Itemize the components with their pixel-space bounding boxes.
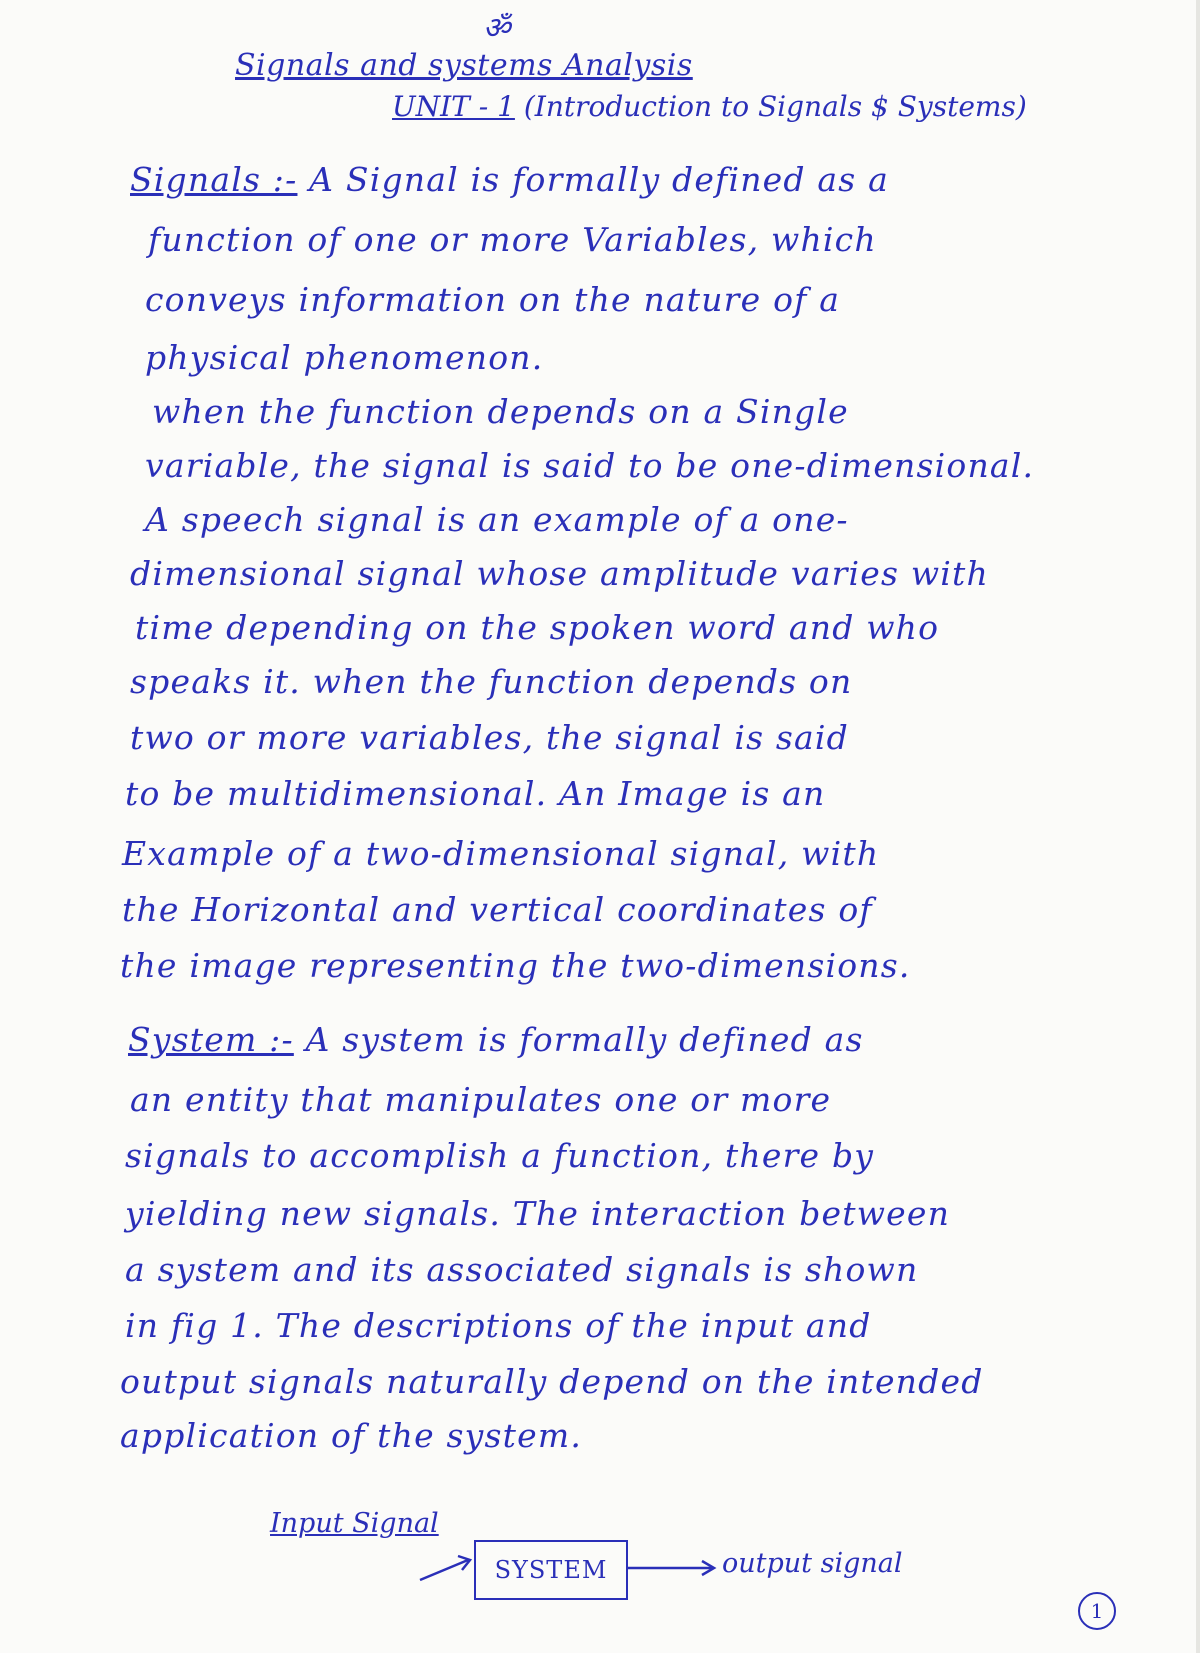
unit-label: UNIT - 1: [392, 90, 515, 123]
page-title-text: Signals and systems Analysis: [235, 48, 693, 83]
signals-line: two or more variables, the signal is said: [130, 718, 849, 757]
system-line: output signals naturally depend on the intended: [120, 1362, 984, 1401]
system-line: application of the system.: [120, 1416, 583, 1455]
signals-line: to be multidimensional. An Image is an: [125, 774, 826, 813]
signals-line: Example of a two-dimensional signal, with: [122, 834, 880, 873]
signals-line: A speech signal is an example of a one-: [145, 500, 849, 539]
system-box: SYSTEM: [474, 1540, 628, 1600]
unit-heading: [392, 90, 1027, 123]
system-heading: System :-: [128, 1020, 294, 1059]
system-line: in fig 1. The descriptions of the input and: [125, 1306, 872, 1345]
signals-line: time depending on the spoken word and who: [135, 608, 940, 647]
signals-line: the Horizontal and vertical coordinates of: [122, 890, 873, 929]
system-line: yielding new signals. The interaction between: [125, 1194, 951, 1233]
page-title: [235, 48, 693, 83]
signals-line: function of one or more Variables, which: [148, 220, 877, 259]
system-line-text: A system is formally defined as: [305, 1020, 864, 1059]
signals-line: conveys information on the nature of a: [145, 280, 841, 319]
signals-line: the image representing the two-dimensions.: [120, 946, 911, 985]
page-number: 1: [1078, 1592, 1116, 1630]
output-signal-label: output signal: [722, 1548, 903, 1579]
system-line: an entity that manipulates one or more: [130, 1080, 832, 1119]
signals-line: physical phenomenon.: [145, 338, 544, 377]
om-symbol: ॐ: [483, 11, 511, 46]
system-line: signals to accomplish a function, there by: [125, 1136, 875, 1175]
signals-line: speaks it. when the function depends on: [130, 662, 853, 701]
system-line-1: [128, 1020, 864, 1059]
signals-heading: Signals :-: [130, 160, 298, 199]
signals-line-1: [130, 160, 889, 199]
system-line: a system and its associated signals is shown: [125, 1250, 919, 1289]
unit-subtitle: (Introduction to Signals $ Systems): [523, 90, 1027, 123]
signals-line-text: A Signal is formally defined as a: [309, 160, 889, 199]
input-signal-label: Input Signal: [270, 1508, 439, 1539]
signals-line: when the function depends on a Single: [152, 392, 849, 431]
signals-line: variable, the signal is said to be one-dimensional.: [145, 446, 1035, 485]
signals-line: dimensional signal whose amplitude varies with: [130, 554, 989, 593]
